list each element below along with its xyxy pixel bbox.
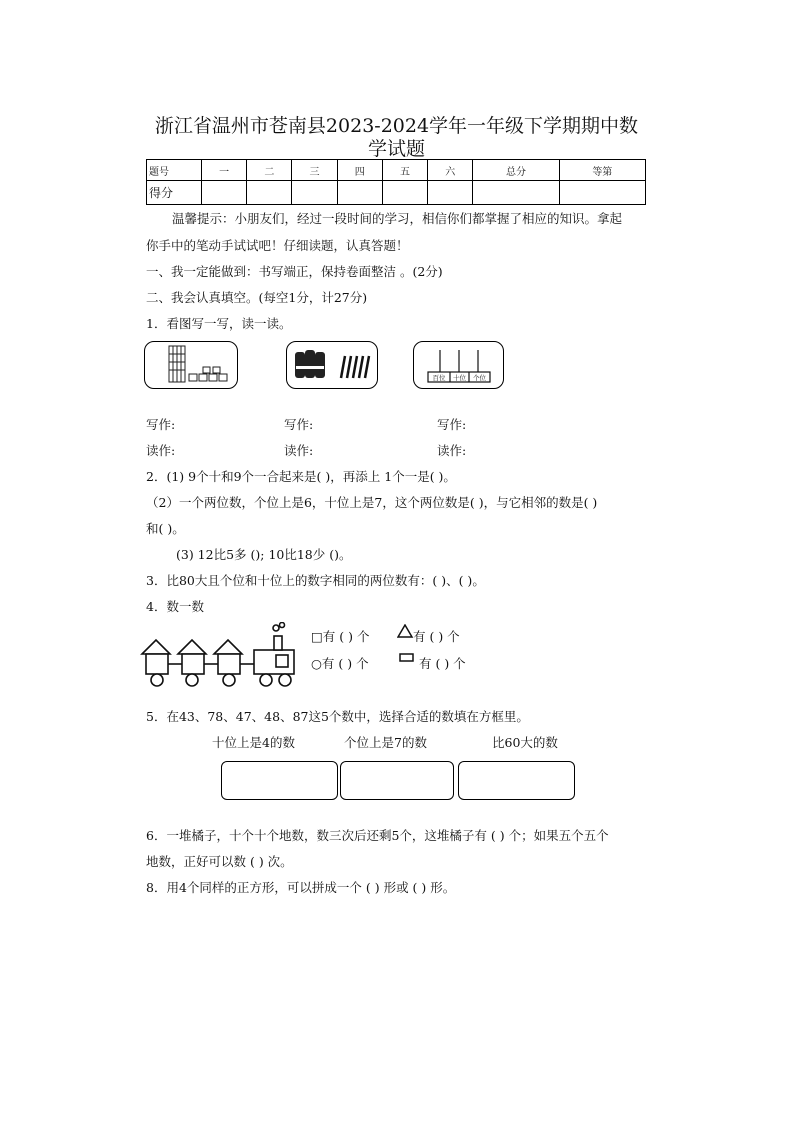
- header-cell: 四: [337, 160, 382, 181]
- section-1-heading: 一、我一定能做到：书写端正，保持卷面整洁 。(2分): [146, 264, 443, 279]
- score-table-score-row: [147, 181, 646, 205]
- title-line-1: 浙江省温州市苍南县2023-2024学年一年级下学期期中数: [154, 115, 639, 137]
- question-2-3: (3) 12比5多 (); 10比18少 ()。: [176, 547, 352, 562]
- read-label-2: 读作:: [284, 443, 314, 458]
- score-cell[interactable]: [202, 181, 247, 205]
- score-cell[interactable]: [382, 181, 427, 205]
- question-2-2a: （2）一个两位数，个位上是6，十位上是7，这个两位数是( )，与它相邻的数是( ): [146, 495, 598, 510]
- question-8: 8．用4个同样的正方形，可以拼成一个 ( ) 形或 ( ) 形。: [146, 880, 456, 895]
- score-cell[interactable]: [473, 181, 559, 205]
- header-cell: 总分: [473, 160, 559, 181]
- read-label-3: 读作:: [437, 443, 467, 458]
- answer-box-gt-60[interactable]: [458, 761, 575, 800]
- question-6b: 地数，正好可以数 ( ) 次。: [146, 854, 293, 869]
- abacus-label-hundreds: 百位: [432, 374, 446, 382]
- question-3: 3．比80大且个位和十位上的数字相同的两位数有：( )、( )。: [146, 573, 485, 588]
- count-rectangle: 有 ( ) 个: [419, 656, 466, 671]
- write-label-3: 写作:: [437, 417, 467, 432]
- count-triangle: 有 ( ) 个: [413, 629, 460, 644]
- count-square: □有 ( ) 个: [311, 629, 370, 644]
- score-table-header-row: [147, 160, 646, 181]
- title-line-2: 学试题: [367, 138, 425, 160]
- stick-bundles-icon: [287, 342, 377, 388]
- question-2-1: 2．(1) 9个十和9个一合起来是( )，再添上 1个一是( )。: [146, 469, 456, 484]
- q5-label-tens-4: 十位上是4的数: [212, 735, 295, 750]
- abacus-label-tens: 十位: [453, 374, 466, 382]
- header-cell: 一: [202, 160, 247, 181]
- score-cell[interactable]: [559, 181, 645, 205]
- picture-card-abacus: [413, 341, 504, 389]
- count-circle: ○有 ( ) 个: [311, 656, 369, 671]
- header-cell: 六: [428, 160, 473, 181]
- question-6a: 6．一堆橘子，十个十个地数，数三次后还剩5个，这堆橘子有 ( ) 个；如果五个五个: [146, 828, 609, 843]
- q5-label-ones-7: 个位上是7的数: [344, 735, 427, 750]
- score-cell[interactable]: [247, 181, 292, 205]
- header-cell: 题号: [147, 160, 202, 181]
- score-row-label: 得分: [147, 181, 202, 205]
- header-cell: 等第: [559, 160, 645, 181]
- q5-label-gt-60: 比60大的数: [492, 735, 558, 750]
- train-figure: [140, 622, 296, 690]
- section-2-heading: 二、我会认真填空。(每空1分，计27分): [146, 290, 368, 305]
- header-cell: 二: [247, 160, 292, 181]
- abacus-label-ones: 个位: [473, 374, 486, 382]
- triangle-icon: [397, 624, 413, 638]
- picture-card-sticks: [144, 341, 238, 389]
- header-cell: 五: [382, 160, 427, 181]
- question-4: 4．数一数: [146, 599, 204, 614]
- header-cell: 三: [292, 160, 337, 181]
- score-cell[interactable]: [292, 181, 337, 205]
- rectangle-icon: [399, 653, 415, 663]
- picture-card-bundles: [286, 341, 378, 389]
- tip-line-2: 你手中的笔动手试试吧！仔细读题，认真答题！: [146, 238, 409, 253]
- tip-line-1: 温馨提示：小朋友们，经过一段时间的学习，相信你们都掌握了相应的知识。拿起: [172, 211, 623, 226]
- score-table: [146, 159, 646, 205]
- question-5: 5．在43、78、47、48、87这5个数中，选择合适的数填在方框里。: [146, 709, 529, 724]
- question-1: 1．看图写一写，读一读。: [146, 316, 292, 331]
- write-label-1: 写作:: [146, 417, 176, 432]
- score-cell[interactable]: [428, 181, 473, 205]
- answer-box-ones-7[interactable]: [340, 761, 454, 800]
- score-cell[interactable]: [337, 181, 382, 205]
- write-label-2: 写作:: [284, 417, 314, 432]
- read-label-1: 读作:: [146, 443, 176, 458]
- sticks-bundle-icon: [145, 342, 237, 388]
- question-2-2b: 和( )。: [146, 521, 185, 536]
- answer-box-tens-4[interactable]: [221, 761, 338, 800]
